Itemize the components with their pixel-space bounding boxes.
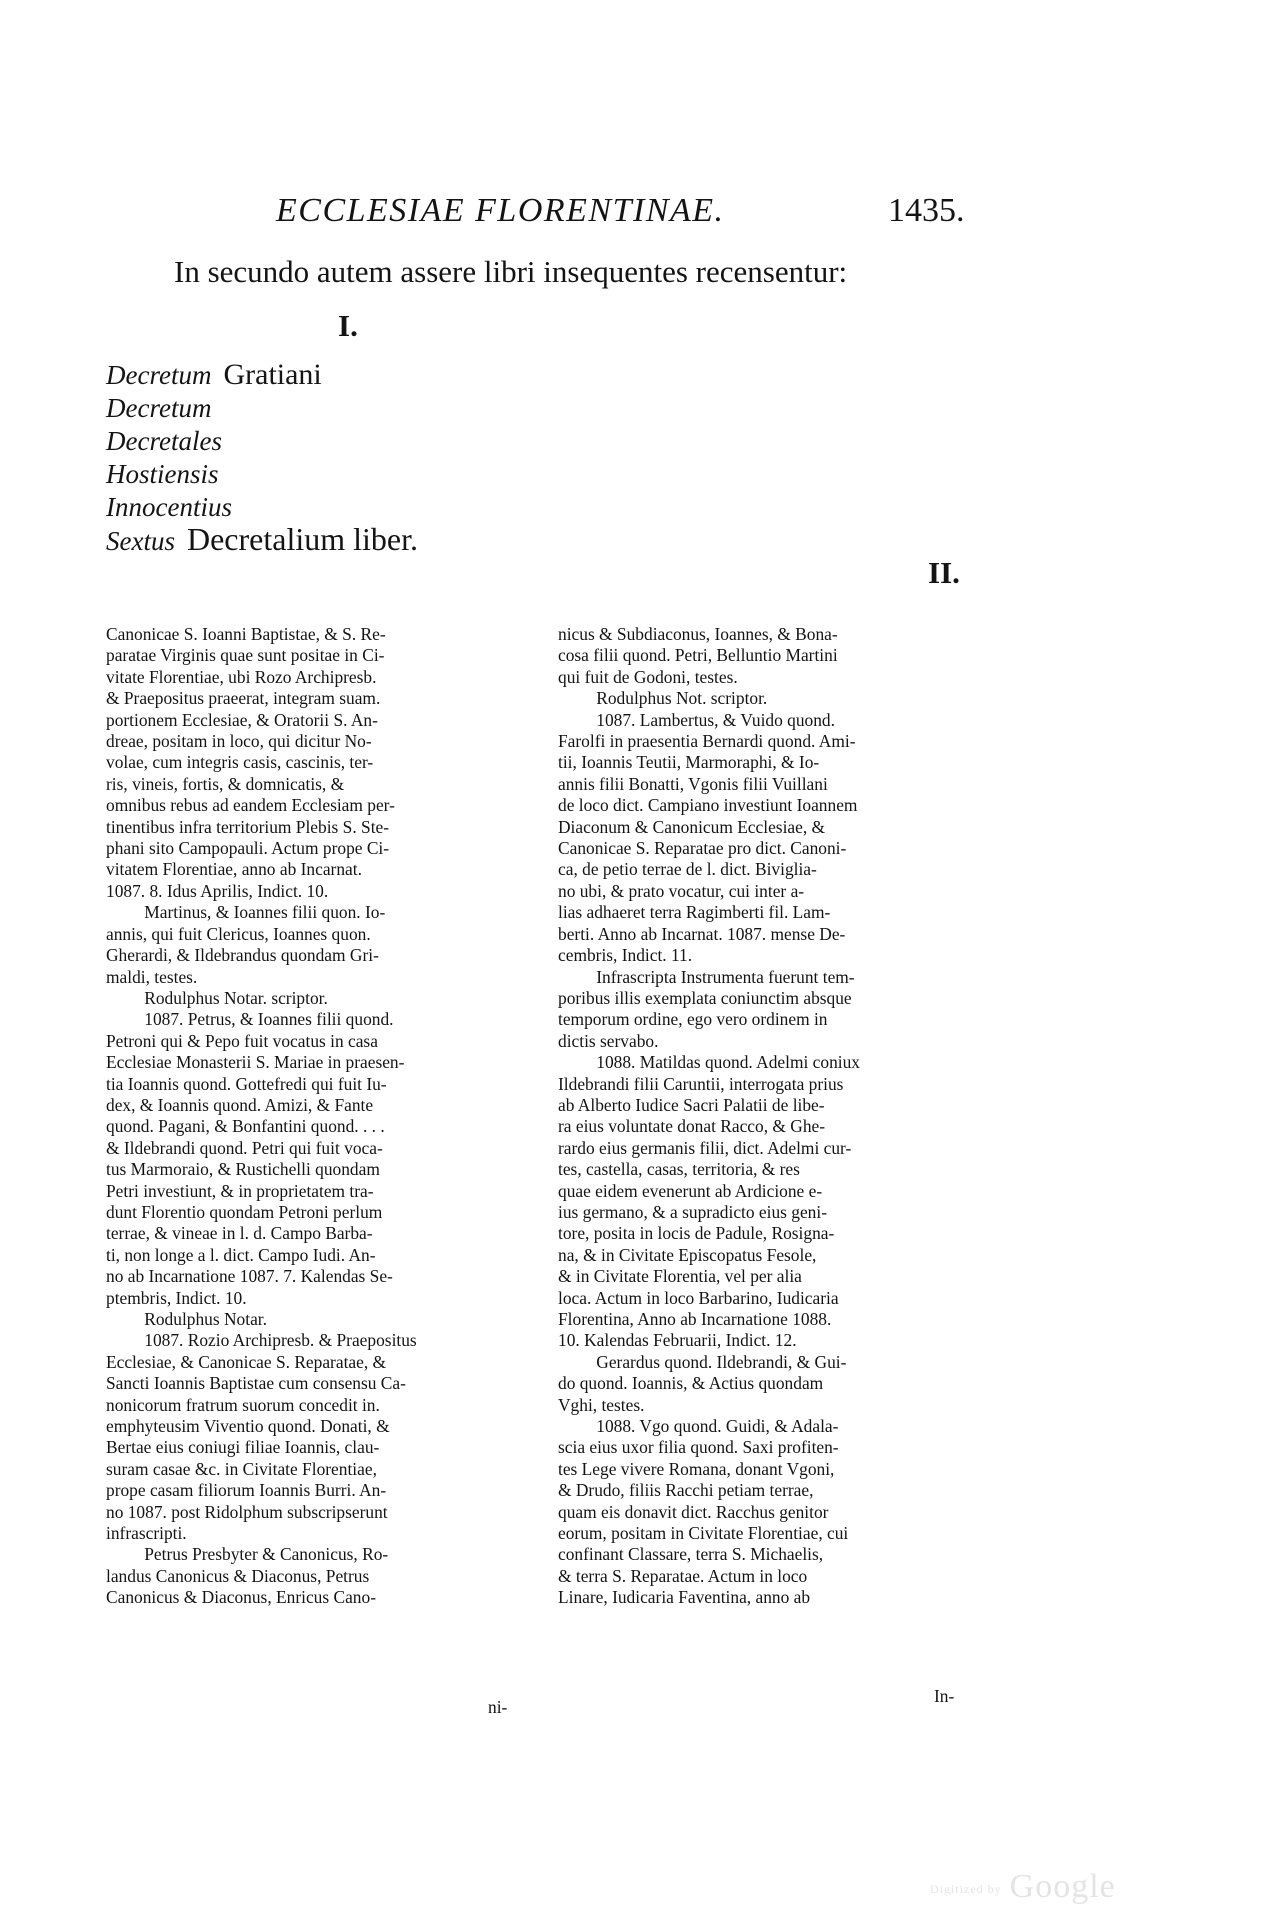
book-list [106, 358, 418, 556]
text-line: ra eius voluntate donat Racco, & Ghe- [558, 1116, 826, 1137]
text-line: terrae, & vineae in l. d. Campo Barba- [106, 1223, 373, 1244]
text-line: annis, qui fuit Clericus, Ioannes quon. [106, 923, 371, 944]
text-line: ris, vineis, fortis, & domnicatis, & [106, 773, 345, 794]
text-line: volae, cum integris casis, cascinis, ter- [106, 752, 374, 773]
text-line: ca, de petio terrae de l. dict. Biviglia- [558, 859, 817, 880]
text-line: qui fuit de Godoni, testes. [558, 666, 738, 687]
text-line: cembris, Indict. 11. [558, 945, 693, 966]
text-line: rardo eius germanis filii, dict. Adelmi cur- [558, 1137, 852, 1158]
text-line: Rodulphus Not. scriptor. [596, 688, 768, 709]
book-list-item [106, 523, 418, 556]
text-line: quae eidem evenerunt ab Ardicione e- [558, 1180, 823, 1201]
text-line: phani sito Campopauli. Actum prope Ci- [106, 838, 390, 859]
text-line: 10. Kalendas Februarii, Indict. 12. [558, 1330, 797, 1351]
text-line: & Praepositus praeerat, integram suam. [106, 688, 381, 709]
text-line: berti. Anno ab Incarnat. 1087. mense De- [558, 923, 846, 944]
text-line: Petri investiunt, & in proprietatem tra- [106, 1180, 374, 1201]
text-line: vitatem Florentiae, anno ab Incarnat. [106, 859, 362, 880]
text-line: dunt Florentio quondam Petroni perlum [106, 1201, 383, 1222]
book-title-italic: Hostiensis [106, 459, 219, 489]
text-line: cosa filii quond. Petri, Belluntio Martini [558, 645, 838, 666]
text-line: & Ildebrandi quond. Petri qui fuit voca- [106, 1137, 383, 1158]
text-line: landus Canonicus & Diaconus, Petrus [106, 1565, 370, 1586]
text-line: Farolfi in praesentia Bernardi quond. Ami- [558, 731, 856, 752]
text-line: tia Ioannis quond. Gottefredi qui fuit Iu- [106, 1073, 387, 1094]
text-line: nicus & Subdiaconus, Ioannes, & Bona- [558, 624, 838, 644]
text-line: quam eis donavit dict. Racchus genitor [558, 1501, 829, 1522]
text-line: prope casam filiorum Ioannis Burri. An- [106, 1480, 387, 1501]
text-line: no ubi, & prato vocatur, cui inter a- [558, 880, 805, 901]
text-line: & terra S. Reparatae. Actum in loco [558, 1565, 808, 1586]
text-line: 1087. Petrus, & Ioannes filii quond. [144, 1009, 394, 1030]
text-line: Ecclesiae Monasterii S. Mariae in praesen- [106, 1052, 405, 1073]
book-title-italic: Decretum [106, 393, 212, 423]
text-line: Ildebrandi filii Caruntii, interrogata prius [558, 1073, 844, 1094]
text-line: ti, non longe a l. dict. Campo Iudi. An- [106, 1244, 376, 1265]
text-line: tus Marmoraio, & Rustichelli quondam [106, 1159, 380, 1180]
running-title: ECCLESIAE FLORENTINAE. [276, 192, 725, 229]
text-line: 1088. Matildas quond. Adelmi coniux [596, 1052, 861, 1073]
text-line: ius germano, & a supradicto eius geni- [558, 1201, 828, 1222]
book-title-italic: Decretum [106, 360, 212, 390]
page-number: 1435. [888, 192, 965, 229]
text-line: Rodulphus Notar. [144, 1309, 267, 1329]
book-list-item [106, 457, 418, 490]
book-list-item [106, 424, 418, 457]
text-line: Gherardi, & Ildebrandus quondam Gri- [106, 945, 379, 966]
text-line: 1088. Vgo quond. Guidi, & Adala- [596, 1416, 839, 1437]
text-line: tes, castella, casas, territoria, & res [558, 1159, 800, 1180]
digitized-watermark [930, 1868, 1116, 1906]
text-line: 1087. 8. Idus Aprilis, Indict. 10. [106, 880, 329, 901]
text-line: tes Lege vivere Romana, donant Vgoni, [558, 1458, 835, 1479]
catchword-right: In- [934, 1686, 955, 1706]
book-list-item [106, 391, 418, 424]
text-line: Ecclesiae, & Canonicae S. Reparatae, & [106, 1351, 387, 1372]
text-line: Sancti Ioannis Baptistae cum consensu Ca- [106, 1373, 406, 1394]
book-list-item [106, 490, 418, 523]
text-line: poribus illis exemplata coniunctim absque [558, 987, 852, 1008]
text-line: annis filii Bonatti, Vgonis filii Vuillani [558, 773, 828, 794]
text-line: ab Alberto Iudice Sacri Palatii de libe- [558, 1094, 825, 1115]
text-column-left [106, 624, 528, 1609]
text-line: dictis servabo. [558, 1030, 659, 1051]
text-line: suram casae &c. in Civitate Florentiae, [106, 1458, 377, 1479]
section-numeral-1: I. [338, 308, 358, 343]
text-line: lias adhaeret terra Ragimberti fil. Lam- [558, 902, 831, 923]
text-line: loca. Actum in loco Barbarino, Iudicaria [558, 1287, 839, 1308]
text-line: Vghi, testes. [558, 1394, 645, 1415]
text-line: dex, & Ioannis quond. Amizi, & Fante [106, 1094, 374, 1115]
text-line: Linare, Iudicaria Faventina, anno ab [558, 1587, 811, 1608]
book-list-item [106, 358, 418, 391]
text-line: nonicorum fratrum suorum concedit in. [106, 1394, 380, 1415]
text-line: Canonicus & Diaconus, Enricus Cano- [106, 1587, 376, 1608]
text-line: Petroni qui & Pepo fuit vocatus in casa [106, 1030, 378, 1051]
text-line: Canonicae S. Ioanni Baptistae, & S. Re- [106, 624, 386, 644]
text-line: de loco dict. Campiano investiunt Ioannem [558, 795, 858, 816]
text-line: no ab Incarnatione 1087. 7. Kalendas Se- [106, 1266, 393, 1287]
text-line: 1087. Rozio Archipresb. & Praepositus [144, 1330, 417, 1351]
text-line: scia eius uxor filia quond. Saxi profiten- [558, 1437, 839, 1458]
text-line: Infrascripta Instrumenta fuerunt tem- [596, 966, 855, 987]
watermark-prefix: Digitized by [930, 1881, 1002, 1896]
watermark-brand: Google [1009, 1868, 1116, 1905]
book-title-roman: Gratiani [223, 358, 322, 391]
text-line: Gerardus quond. Ildebrandi, & Gui- [596, 1351, 847, 1372]
text-line: maldi, testes. [106, 966, 198, 987]
text-line: portionem Ecclesiae, & Oratorii S. An- [106, 709, 378, 730]
text-line: Martinus, & Ioannes filii quon. Io- [144, 902, 386, 923]
text-line: omnibus rebus ad eandem Ecclesiam per- [106, 795, 395, 816]
catchword-left: ni- [488, 1697, 508, 1717]
text-line: Florentina, Anno ab Incarnatione 1088. [558, 1309, 832, 1329]
text-line: ptembris, Indict. 10. [106, 1287, 247, 1308]
book-title-italic: Innocentius [106, 492, 232, 522]
text-line: vitate Florentiae, ubi Rozo Archipresb. [106, 666, 377, 687]
text-line: Canonicae S. Reparatae pro dict. Canoni- [558, 838, 847, 859]
book-title-italic: Decretales [106, 426, 222, 456]
text-line: & Drudo, filiis Racchi petiam terrae, [558, 1480, 814, 1501]
text-line: temporum ordine, ego vero ordinem in [558, 1009, 828, 1030]
text-line: infrascripti. [106, 1523, 187, 1544]
text-line: tinentibus infra territorium Plebis S. Ste- [106, 816, 390, 837]
text-column-right [558, 624, 992, 1609]
text-line: paratae Virginis quae sunt positae in Ci- [106, 645, 385, 666]
section-numeral-2: II. [928, 555, 960, 590]
text-line: & in Civitate Florentia, vel per alia [558, 1266, 802, 1287]
text-line: no 1087. post Ridolphum subscripserunt [106, 1501, 388, 1522]
text-line: emphyteusim Viventio quond. Donati, & [106, 1416, 390, 1437]
text-line: Diaconum & Canonicum Ecclesiae, & [558, 816, 826, 837]
text-line: eorum, positam in Civitate Florentiae, cui [558, 1523, 849, 1544]
text-line: quond. Pagani, & Bonfantini quond. . . . [106, 1116, 385, 1137]
text-line: Rodulphus Notar. scriptor. [144, 987, 328, 1008]
section-intro: In secundo autem assere libri insequentes recensentur: [174, 254, 848, 289]
text-line: na, & in Civitate Episcopatus Fesole, [558, 1244, 817, 1265]
text-line: confinant Classare, terra S. Michaelis, [558, 1544, 824, 1565]
text-line: do quond. Ioannis, & Actius quondam [558, 1373, 824, 1394]
text-line: dreae, positam in loco, qui dicitur No- [106, 731, 372, 752]
text-line: Petrus Presbyter & Canonicus, Ro- [144, 1544, 389, 1565]
text-line: 1087. Lambertus, & Vuido quond. [596, 709, 835, 730]
text-line: tore, posita in locis de Padule, Rosigna- [558, 1223, 835, 1244]
book-title-roman: Decretalium liber. [186, 521, 418, 557]
book-title-italic: Sextus [106, 526, 175, 556]
text-line: Bertae eius coniugi filiae Ioannis, clau- [106, 1437, 380, 1458]
text-line: tii, Ioannis Teutii, Marmoraphi, & Io- [558, 752, 820, 773]
